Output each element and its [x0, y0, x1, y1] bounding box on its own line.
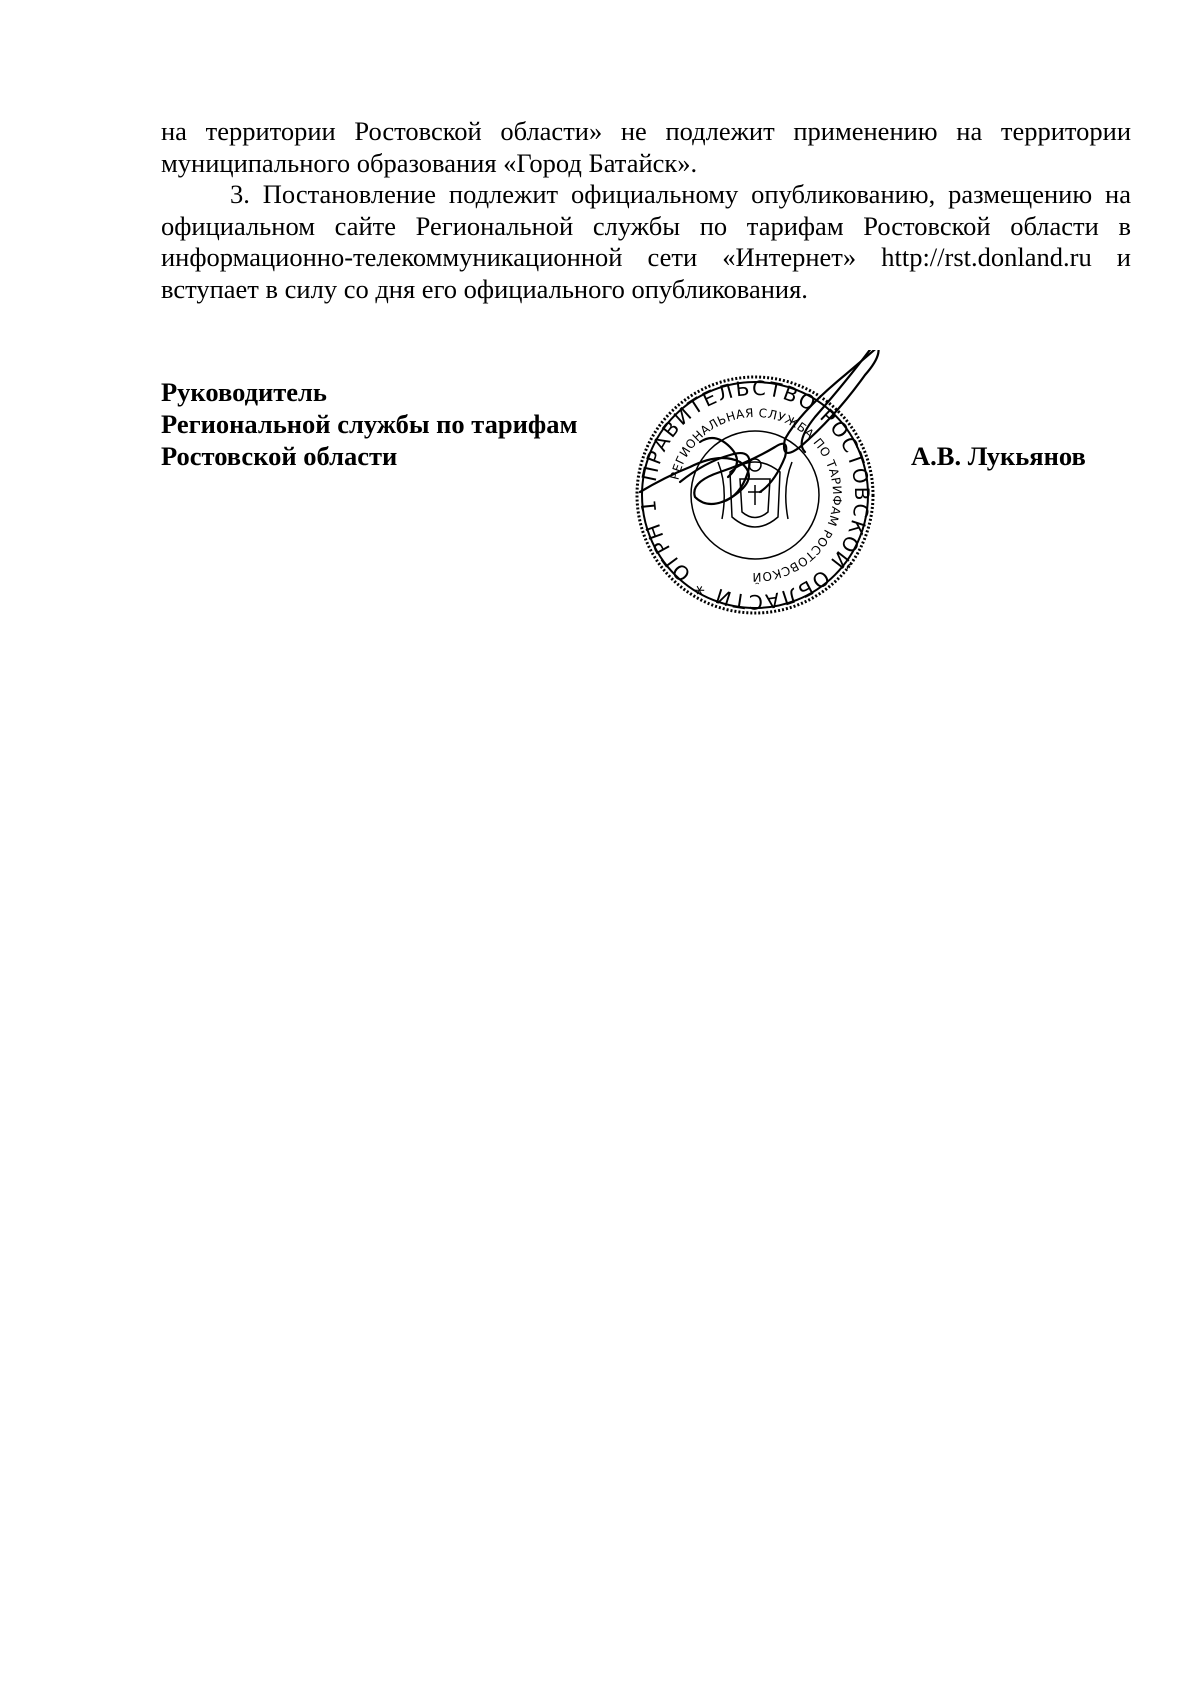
signer-title-line: Руководитель	[161, 377, 327, 407]
signer-title-line: Региональной службы по тарифам	[161, 409, 578, 439]
seal-circle	[610, 350, 880, 614]
signer-title-line: Ростовской области	[161, 441, 398, 471]
seal-inner-text: РЕГИОНАЛЬНАЯ СЛУЖБА ПО ТАРИФАМ РОСТОВСКОЙ	[667, 405, 845, 585]
paragraph-publication-clause: 3. Постановление подлежит официальному опубликованию, размещению на официальном сайте Региональной службы по тарифам Ростовской области в информационно-телекоммуникационной сети «Интернет» http://rst.donland.ru и вступает в силу со дня его официального опубликования.	[161, 179, 1131, 304]
document-body	[161, 116, 1131, 305]
official-seal-stamp	[610, 350, 900, 620]
paragraph-continuation: на территории Ростовской области» не подлежит применению на территории муниципального образования «Город Батайск».	[161, 116, 1131, 178]
signature-block	[161, 376, 578, 472]
seal-outer-text: ПРАВИТЕЛЬСТВО РОСТОВСКОЙ ОБЛАСТИ * ОГРН 1	[635, 375, 875, 615]
signer-name: А.В. Лукьянов	[911, 441, 1086, 471]
